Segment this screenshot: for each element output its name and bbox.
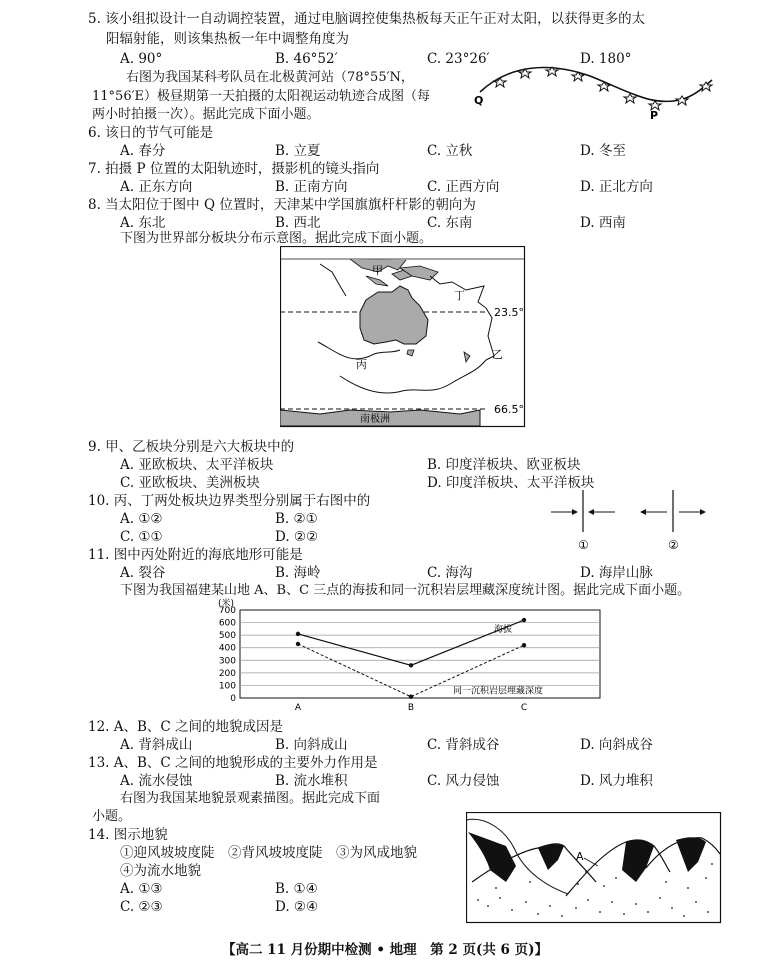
x-tick-label: C [520, 703, 528, 713]
q5-option-c: C. 23°26′ [427, 51, 490, 67]
lat-23-5: 23.5° [494, 306, 524, 319]
data-point-depth [522, 643, 526, 647]
page-footer: 【高二 11 月份期中检测 • 地理 第 2 页(共 6 页)】 [221, 942, 549, 958]
intro1-line3: 两小时拍摄一次）。据此完成下面小题。 [92, 107, 320, 122]
elevation-chart [210, 598, 610, 713]
q7-option-d: D. 正北方向 [580, 179, 653, 195]
y-tick-label: 300 [218, 656, 236, 667]
y-tick-label: 600 [218, 618, 236, 629]
label-yi: 乙 [492, 348, 503, 361]
q12-stem: 12. A、B、C 之间的地貌成因是 [88, 719, 284, 735]
q14-option-a: A. ①③ [120, 881, 163, 897]
intro1-line2: 11°56′E）极昼期第一天拍摄的太阳视运动轨迹合成图（每 [92, 89, 431, 104]
label-ding: 丁 [454, 289, 465, 302]
q12-option-c: C. 背斜成谷 [427, 737, 500, 753]
q14-option-c: C. ②③ [120, 899, 163, 915]
q10-option-d: D. ②② [275, 529, 319, 545]
intro2-text: 下图为世界部分板块分布示意图。据此完成下面小题。 [120, 231, 433, 246]
intro1-line1: 右图为我国某科考队员在北极黄河站（78°55′N， [126, 70, 414, 85]
q10-stem: 10. 丙、丁两处板块边界类型分别属于右图中的 [88, 493, 371, 509]
q7-stem: 7. 拍摄 P 位置的太阳轨迹时，摄影机的镜头指向 [88, 161, 380, 177]
x-tick-label: B [407, 703, 415, 713]
y-axis-unit: (米) [218, 599, 235, 609]
q13-option-c: C. 风力侵蚀 [427, 773, 500, 789]
q7-option-c: C. 正西方向 [427, 179, 500, 195]
q11-option-c: C. 海沟 [427, 565, 473, 581]
q9-option-b: B. 印度洋板块、欧亚板块 [427, 457, 581, 473]
q10-option-a: A. ①② [120, 511, 163, 527]
q11-option-b: B. 海岭 [275, 565, 321, 581]
label-antarctica: 南极洲 [360, 414, 390, 425]
boundary-label-2: ② [668, 538, 679, 552]
q6-option-a: A. 春分 [120, 143, 166, 159]
q11-option-a: A. 裂谷 [120, 565, 166, 581]
chart-plot-area [240, 610, 600, 698]
q10-option-b: B. ②① [275, 511, 318, 527]
q14-line1: ①迎风坡坡度陡 ②背风坡坡度陡 ③为风成地貌 [120, 845, 417, 861]
q11-option-d: D. 海岸山脉 [580, 565, 653, 581]
series-label-elevation: 海拔 [494, 625, 513, 636]
y-tick-label: 100 [218, 681, 236, 692]
data-point-elevation [296, 632, 300, 636]
label-bing: 丙 [356, 358, 367, 371]
q9-option-a: A. 亚欧板块、太平洋板块 [120, 457, 274, 473]
q7-option-a: A. 正东方向 [120, 179, 193, 195]
intro4-line1: 右图为我国某地貌景观素描图。据此完成下面 [120, 791, 381, 806]
label-q: Q [474, 94, 484, 107]
q13-option-d: D. 风力堆积 [580, 773, 653, 789]
q14-option-d: D. ②④ [275, 899, 319, 915]
q8-option-c: C. 东南 [427, 215, 473, 231]
q6-option-b: B. 立夏 [275, 143, 321, 159]
q8-stem: 8. 当太阳位于图中 Q 位置时，天津某中学国旗旗杆杆影的朝向为 [88, 197, 476, 213]
q5-option-d: D. 180° [580, 51, 632, 67]
x-tick-label: A [294, 703, 302, 713]
q14-line2: ④为流水地貌 [120, 863, 201, 879]
label-jia: 甲 [372, 264, 383, 277]
q6-option-d: D. 冬至 [580, 143, 626, 159]
label-p: P [650, 109, 659, 122]
series-label-depth: 同一沉积岩层埋藏深度 [453, 686, 544, 697]
intro3-text: 下图为我国福建某山地 A、B、C 三点的海拔和同一沉积岩层埋藏深度统计图。据此完成下面小题。 [120, 583, 691, 598]
data-point-depth [296, 642, 300, 646]
q13-stem: 13. A、B、C 之间的地貌形成的主要外力作用是 [88, 755, 378, 771]
q14-option-b: B. ①④ [275, 881, 318, 897]
data-point-elevation [522, 618, 526, 622]
q9-option-c: C. 亚欧板块、美洲板块 [120, 475, 260, 491]
y-tick-label: 500 [218, 631, 236, 642]
q5-line1: 5. 该小组拟设计一自动调控装置，通过电脑调控使集热板每天正午正对太阳，以获得更多的太 [88, 11, 646, 27]
sun-path-diagram [470, 62, 720, 122]
q5-option-a: A. 90° [120, 51, 163, 67]
q11-stem: 11. 图中丙处附近的海底地形可能是 [88, 547, 303, 563]
q8-option-d: D. 西南 [580, 215, 626, 231]
boundary-label-1: ① [578, 538, 589, 552]
q9-option-d: D. 印度洋板块、太平洋板块 [427, 475, 595, 491]
q5-option-b: B. 46°52′ [275, 51, 338, 67]
q9-stem: 9. 甲、乙板块分别是六大板块中的 [88, 439, 295, 455]
q12-option-d: D. 向斜成谷 [580, 737, 653, 753]
q5-line2: 阳辐射能，则该集热板一年中调整角度为 [106, 31, 349, 47]
q8-option-a: A. 东北 [120, 215, 166, 231]
y-tick-label: 0 [230, 694, 236, 704]
intro4-line2: 小题。 [92, 809, 132, 824]
y-tick-label: 200 [218, 668, 236, 679]
q6-option-c: C. 立秋 [427, 143, 473, 159]
q10-option-c: C. ①① [120, 529, 163, 545]
q12-option-b: B. 向斜成山 [275, 737, 348, 753]
q13-option-b: B. 流水堆积 [275, 773, 348, 789]
boundary-type-diagram [545, 488, 725, 554]
y-tick-label: 400 [218, 643, 236, 654]
lat-66-5: 66.5° [494, 403, 524, 416]
data-point-elevation [409, 663, 413, 667]
q8-option-b: B. 西北 [275, 215, 321, 231]
q7-option-b: B. 正南方向 [275, 179, 348, 195]
landform-sketch [466, 812, 722, 924]
y-tick-label: 700 [218, 606, 236, 616]
q13-option-a: A. 流水侵蚀 [120, 773, 193, 789]
q6-stem: 6. 该日的节气可能是 [88, 125, 214, 141]
q12-option-a: A. 背斜成山 [120, 737, 193, 753]
sketch-label-a: A [576, 850, 584, 863]
plate-map [280, 246, 530, 428]
data-point-depth [409, 695, 413, 699]
q14-stem: 14. 图示地貌 [88, 827, 168, 843]
